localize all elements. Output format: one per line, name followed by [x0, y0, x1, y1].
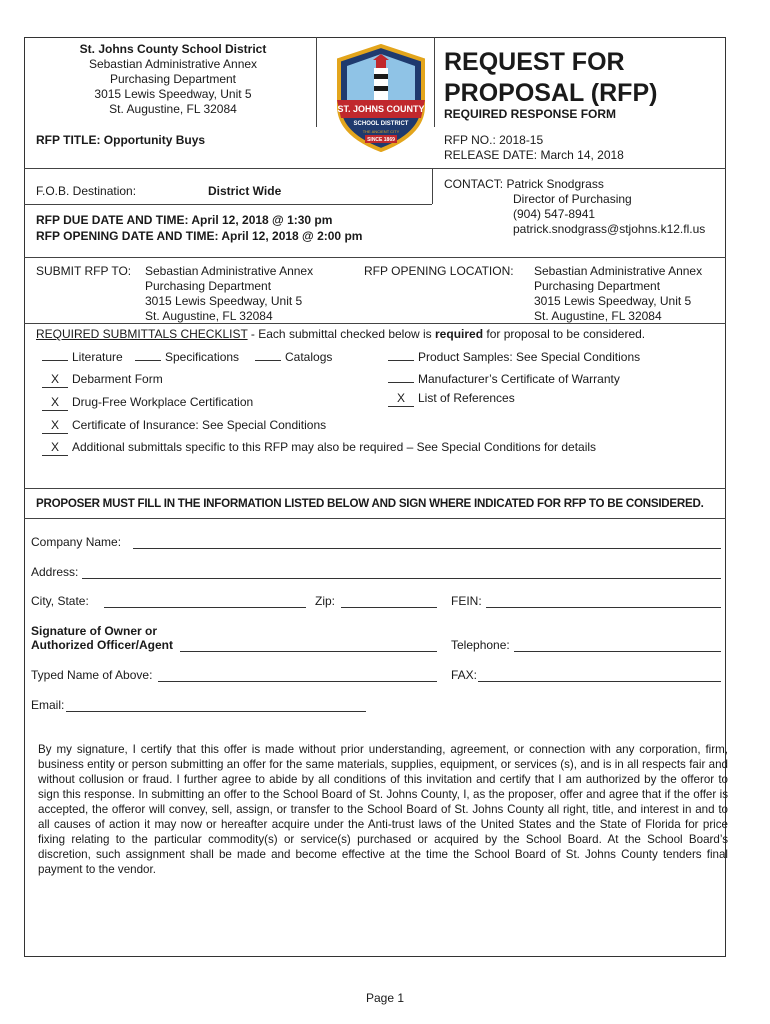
references-checkbox[interactable]: X: [388, 391, 414, 407]
city-state-field[interactable]: [104, 596, 306, 608]
signature-field[interactable]: [180, 640, 437, 652]
submit-line-3: 3015 Lewis Speedway, Unit 5: [145, 294, 303, 308]
page-number: Page 1: [365, 991, 405, 1005]
checklist-references: [388, 391, 515, 407]
rfp-opening-date: RFP OPENING DATE AND TIME: April 12, 2018 @ 2:00 pm: [36, 229, 363, 243]
checklist-specifications: [135, 350, 239, 365]
lighthouse-stripe: [374, 86, 388, 91]
fein-field[interactable]: [486, 596, 721, 608]
company-name-label: Company Name:: [31, 535, 122, 549]
checklist-catalogs: [255, 350, 332, 365]
logo-sub-text: SCHOOL DISTRICT: [353, 121, 409, 127]
rfp-due-date: RFP DUE DATE AND TIME: April 12, 2018 @ 1:30 pm: [36, 213, 333, 227]
manufacturer-label: Manufacturer’s Certificate of Warranty: [418, 372, 620, 386]
signature-label-line2: Authorized Officer/Agent: [31, 638, 174, 652]
district-address: [28, 42, 318, 117]
divider-line: [24, 257, 726, 258]
literature-checkbox[interactable]: [42, 360, 68, 361]
street-address: 3015 Lewis Speedway, Unit 5: [94, 87, 252, 101]
specifications-checkbox[interactable]: [135, 360, 161, 361]
typed-name-field[interactable]: [158, 670, 437, 682]
drug-free-label: Drug-Free Workplace Certification: [72, 395, 254, 409]
fob-label: F.O.B. Destination:: [36, 184, 137, 198]
checklist-title: REQUIRED SUBMITTALS CHECKLIST: [36, 327, 248, 341]
form-title-line1: REQUEST FOR: [444, 48, 625, 76]
rfp-number: RFP NO.: 2018-15: [444, 133, 544, 147]
telephone-field[interactable]: [514, 640, 721, 652]
department-name: Purchasing Department: [109, 72, 237, 86]
submit-label: SUBMIT RFP TO:: [36, 264, 132, 278]
submit-line-2: Purchasing Department: [145, 279, 272, 293]
divider-line: [24, 518, 726, 519]
logo-tagline: THE ANCIENT CITY: [362, 129, 400, 134]
form-subtitle: REQUIRED RESPONSE FORM: [444, 107, 617, 121]
logo-banner-text: ST. JOHNS COUNTY: [337, 104, 425, 114]
fob-value: District Wide: [208, 184, 282, 198]
header-divider-right: [434, 37, 435, 127]
catalogs-checkbox[interactable]: [255, 360, 281, 361]
certification-text: By my signature, I certify that this offer is made without prior understanding, agreement, or connection with any corporation, firm, business entity or person submitting an offer for the same materials, supplies, equipment, or services (s), and is in all respects fair and without collusion or fraud. I further agree to abide by all conditions of this invitation and certify that I am authorized by the offeror to sign this response. In submitting an offer to the School Board of St. Johns County, I, as the proposer, offer and agree that if the offer is accepted, the offeror will convey, sell, assign, or transfer to the School Board of St. Johns County all right, title, and interest in and to all causes of action it may now or hereafter acquire under the Anti-trust laws of the United States and the State of Florida for price fixing relating to the particular commodity(s) or service(s) purchased or acquired by the School Board. At the School Board’s discretion, such assignment shall be made and become effective at the time the School Board of St. Johns County tenders final payment to the vendor.: [38, 743, 728, 876]
email-label: Email:: [31, 698, 65, 712]
checklist-debarment: [42, 372, 163, 388]
divider-line: [24, 488, 726, 489]
signature-label-line1: Signature of Owner or: [31, 624, 158, 638]
checklist-heading-text: - Each submittal checked below is: [247, 327, 436, 341]
city-address: St. Augustine, FL 32084: [109, 102, 237, 116]
annex-name: Sebastian Administrative Annex: [88, 57, 258, 71]
proposer-instruction: PROPOSER MUST FILL IN THE INFORMATION LISTED BELOW AND SIGN WHERE INDICATED FOR RFP TO BE CONSIDERED.: [36, 497, 704, 510]
zip-label: Zip:: [315, 594, 336, 608]
contact-name: CONTACT: Patrick Snodgrass: [444, 177, 604, 191]
checklist-insurance: [42, 418, 326, 434]
debarment-label: Debarment Form: [72, 372, 163, 386]
fax-label: FAX:: [451, 668, 478, 682]
checklist-product-samples: [388, 350, 640, 365]
city-state-label: City, State:: [31, 594, 89, 608]
checklist-drug-free: [42, 395, 253, 411]
lighthouse-tower: [374, 68, 388, 102]
submit-line-4: St. Augustine, FL 32084: [145, 309, 273, 323]
zip-field[interactable]: [341, 596, 437, 608]
additional-label: Additional submittals specific to this RFP may also be required – See Special Conditions for details: [72, 440, 597, 454]
checklist-manufacturer: [388, 372, 620, 387]
contact-phone: (904) 547-8941: [513, 207, 596, 221]
opening-line-4: St. Augustine, FL 32084: [534, 309, 662, 323]
checklist-heading-end: for proposal to be considered.: [483, 327, 646, 341]
address-label: Address:: [31, 565, 79, 579]
checklist-additional: [42, 440, 596, 456]
additional-checkbox[interactable]: X: [42, 440, 68, 456]
form-title-line2: PROPOSAL (RFP): [444, 79, 658, 107]
submit-line-1: Sebastian Administrative Annex: [145, 264, 314, 278]
header-divider-left: [316, 37, 317, 127]
release-date: RELEASE DATE: March 14, 2018: [444, 148, 624, 162]
fein-label: FEIN:: [451, 594, 482, 608]
address-field[interactable]: [82, 567, 721, 579]
lighthouse-lamp: [376, 60, 386, 68]
opening-line-1: Sebastian Administrative Annex: [534, 264, 703, 278]
divider-line: [24, 323, 726, 324]
company-name-field[interactable]: [133, 537, 721, 549]
insurance-label: Certificate of Insurance: See Special Conditions: [72, 418, 327, 432]
opening-line-3: 3015 Lewis Speedway, Unit 5: [534, 294, 692, 308]
insurance-checkbox[interactable]: X: [42, 418, 68, 434]
manufacturer-checkbox[interactable]: [388, 382, 414, 383]
contact-email[interactable]: patrick.snodgrass@stjohns.k12.fl.us: [513, 222, 706, 236]
literature-label: Literature: [72, 350, 123, 364]
telephone-label: Telephone:: [451, 638, 510, 652]
contact-title: Director of Purchasing: [513, 192, 632, 206]
specifications-label: Specifications: [165, 350, 240, 364]
debarment-checkbox[interactable]: X: [42, 372, 68, 388]
district-name: St. Johns County School District: [79, 42, 267, 56]
catalogs-label: Catalogs: [285, 350, 333, 364]
opening-line-2: Purchasing Department: [534, 279, 661, 293]
references-label: List of References: [418, 391, 515, 405]
divider-line: [24, 204, 432, 205]
district-logo: [333, 44, 429, 152]
lighthouse-stripe: [374, 74, 388, 79]
email-field[interactable]: [66, 700, 366, 712]
divider-line: [24, 168, 726, 169]
checklist-heading: [36, 327, 645, 342]
drug-free-checkbox[interactable]: X: [42, 395, 68, 411]
logo-since: SINCE 1869: [367, 137, 395, 143]
contact-divider: [432, 168, 433, 204]
fax-field[interactable]: [478, 670, 721, 682]
product-samples-label: Product Samples: See Special Conditions: [418, 350, 641, 364]
rfp-title: RFP TITLE: Opportunity Buys: [36, 133, 206, 147]
checklist-literature: [42, 350, 123, 365]
typed-name-label: Typed Name of Above:: [31, 668, 153, 682]
product-samples-checkbox[interactable]: [388, 360, 414, 361]
opening-location-label: RFP OPENING LOCATION:: [364, 264, 514, 278]
checklist-required: required: [435, 327, 484, 341]
